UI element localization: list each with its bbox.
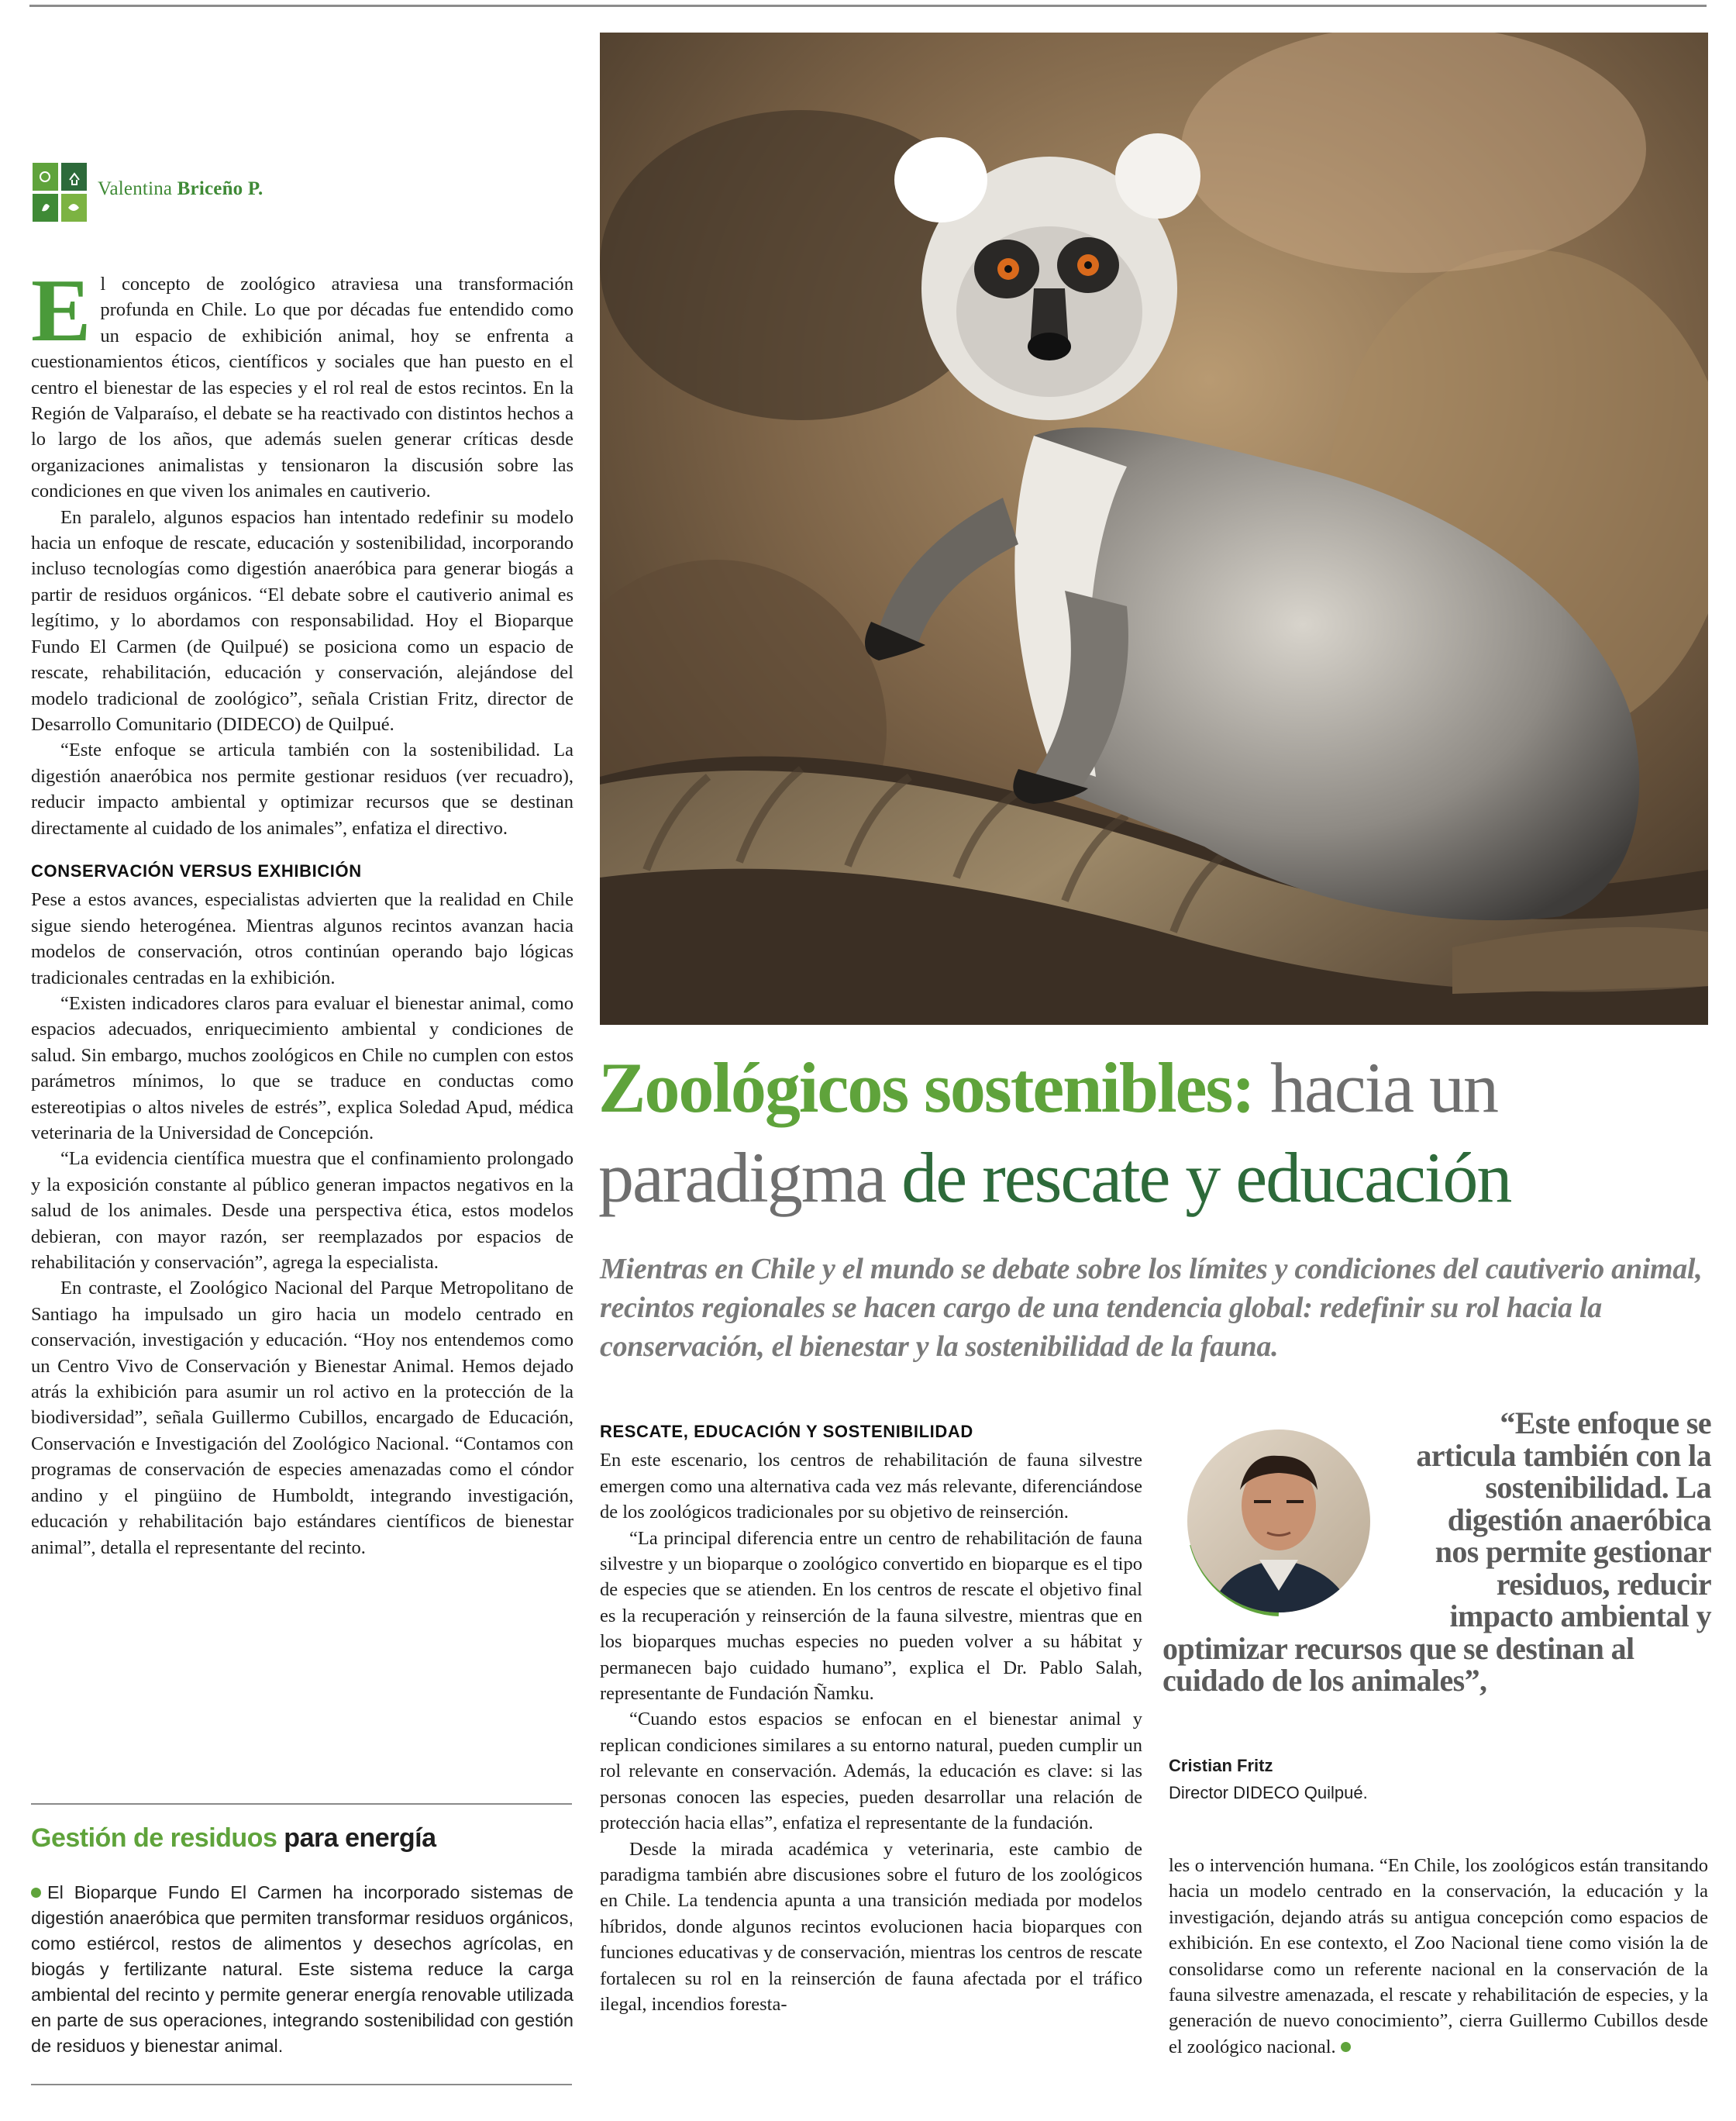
article-column-3	[1169, 1853, 1708, 2060]
end-mark-icon	[1341, 2042, 1351, 2052]
paragraph: “Cuando estos espacios se enfocan en el bienestar animal y replican condiciones similares a su entorno natural, pueden cumplir un rol relevante en conservación. Además, la educación es clave: si las personas conocen las especies, pueden desarrollar una relación de protección hacia ellas”, enfatiza el representante de la fundación.	[600, 1709, 1142, 1834]
paragraph: “Este enfoque se articula también con la sostenibilidad. La digestión anaeróbica nos permite gestionar residuos (ver recuadro), reducir impacto ambiental y optimizar recursos que se destinan directamente al cuidado de los animales”, enfatiza el directivo.	[31, 740, 574, 839]
paragraph: En paralelo, algunos espacios han intentado redefinir su modelo hacia un enfoque de rescate, educación y sostenibilidad, incorporando incluso tecnologías como digestión anaeróbica para generar biogás a partir de residuos orgánicos. “El debate sobre el cautiverio animal es legítimo, y lo abordamos con responsabilidad. Hoy el Bioparque Fundo El Carmen (de Quilpué) se posiciona como un espacio de rescate, rehabilitación, educación y conservación, alejándose del modelo tradicional de zoológico”, señala Cristian Fritz, director de Desarrollo Comunitario (DIDECO) de Quilpué.	[31, 506, 574, 735]
paragraph: les o intervención humana. “En Chile, los zoológicos están transitando hacia un modelo centrado en la conservación, la educación y la investigación, dejando atrás su antigua concepción como espacios de exhibición. En ese contexto, el Zoo Nacional tiene como visión la de consolidarse como un referente nacional en la conservación de la fauna silvestre amenazada, el rescate y rehabilitación de especies, y la generación de nuevo conocimiento”, cierra Guillermo Cubillos desde el zoológico nacional.	[1169, 1855, 1708, 2057]
box-rule-bottom	[31, 2084, 572, 2085]
paragraph: En este escenario, los centros de rehabilitación de fauna silvestre emergen como una alternativa cada vez más relevante, diferenciándose de los zoológicos tradicionales por su objetivo de reinserción.	[600, 1450, 1142, 1523]
byline	[33, 163, 575, 225]
paragraph: “La evidencia científica muestra que el confinamiento prolongado y la exposición constante al público generan impactos negativos en la salud de los animales. Desde una perspectiva ética, estos modelos debieran, con mayor razón, ser reemplazados por espacios de rehabilitación y conservación”, agrega la especialista.	[31, 1148, 574, 1274]
pull-quote: “Este enfoque se articula también con la sostenibilidad. La digestión anaeróbica nos permite gestionar residuos, reducir impacto ambiental y optimizar recursos que se destinan al cuidado de los animales”,	[1162, 1405, 1711, 1698]
bullet-icon	[31, 1888, 41, 1898]
paragraph: El concepto de zoológico atraviesa una transformación profunda en Chile. Lo que por décadas fue entendido como un espacio de exhibición animal, hoy se enfrenta a cuestionamientos éticos, científicos y sociales que han puesto en el centro el bienestar de las especies y el rol real de estos recintos. En la Región de Valparaíso, el debate se ha reactivado con distintos hechos a lo largo de los años, que además suelen generar críticas desde organizaciones animalistas y tensionaron la discusión sobre las condiciones en que viven los animales en cautiverio.	[31, 261, 574, 502]
subheading: CONSERVACIÓN VERSUS EXHIBICIÓN	[31, 860, 362, 881]
quote-author-role: Director DIDECO Quilpué.	[1169, 1783, 1368, 1802]
headline: Zoológicos sostenibles: hacia un paradigma de rescate y educación	[598, 1048, 1511, 1217]
box-title: Gestión de residuos para energía	[31, 1823, 436, 1853]
deck: Mientras en Chile y el mundo se debate sobre los límites y condiciones del cautiverio animal, recintos regionales se hacen cargo de una tendencia global: redefinir su rol hacia la conservación, el bienestar y la sostenibilidad de la fauna.	[600, 1253, 1703, 1363]
paragraph: “Existen indicadores claros para evaluar el bienestar animal, como espacios adecuados, enriquecimiento ambiental y condiciones de salud. Sin embargo, muchos zoológicos en Chile no cumplen con estos parámetros mínimos, lo que se traduce en conductas como estereotipias o altos niveles de estrés”, explica Soledad Apud, médica veterinaria de la Universidad de Concepción.	[31, 992, 574, 1143]
lemur-photo	[600, 33, 1708, 1025]
box-rule-top	[31, 1803, 572, 1805]
paragraph: Pese a estos avances, especialistas advierten que la realidad en Chile sigue siendo heterogénea. Mientras algunos recintos avanzan hacia modelos de conservación, otros continúan operando bajo lógicas tradicionales centradas en la exhibición.	[31, 889, 574, 988]
paragraph: “La principal diferencia entre un centro de rehabilitación de fauna silvestre y un bioparque o zoológico convertido en bioparque es el tipo de especies que se atienden. En los centros de rescate el objetivo final es la recuperación y reinserción de la fauna silvestre, mientras que en los bioparques muchas especies no pueden volver a su hábitat y permanecen bajo cuidado humano”, explica el Dr. Pablo Salah, representante de Fundación Ñamku.	[600, 1527, 1142, 1705]
subheading: RESCATE, EDUCACIÓN Y SOSTENIBILIDAD	[600, 1422, 973, 1441]
paragraph: Desde la mirada académica y veterinaria, este cambio de paradigma también abre discusiones sobre el futuro de los zoológicos en Chile. La tendencia apunta a una transición mediada por modelos híbridos, donde algunos recintos evolucionen hacia bioparques con funciones educativas y de conservación, mientras los centros de rescate fortalecen su rol en la reinserción de fauna afectada por el tráfico ilegal, incendios foresta-	[600, 1838, 1142, 2015]
drop-cap: E	[31, 261, 91, 360]
paragraph: En contraste, el Zoológico Nacional del Parque Metropolitano de Santiago ha impulsado un giro hacia un modelo centrado en conservación, investigación y educación. “Hoy nos entendemos como un Centro Vivo de Conservación y Bienestar Animal. Hemos dejado atrás la exhibición para asumir un rol activo en la protección de la biodiversidad”, señala Guillermo Cubillos, encargado de Educación, Conservación e Investigación del Zoológico Nacional. “Contamos con programas de conservación de especies amenazadas como el cóndor andino y el pingüino de Humboldt, integrando investigación, educación y rehabilitación bajo estándares científicos de bienestar animal”, detalla el representante del recinto.	[31, 1278, 574, 1558]
article-column-2	[600, 1419, 1142, 2017]
quote-author-name: Cristian Fritz	[1169, 1756, 1273, 1775]
section-logo-icon	[33, 163, 87, 222]
article-column-1	[31, 261, 574, 1561]
byline-author: Valentina Briceño P.	[98, 178, 264, 199]
box-text: El Bioparque Fundo El Carmen ha incorporado sistemas de digestión anaeróbica que permiten transformar residuos orgánicos, como estiércol, restos de alimentos y desechos agrícolas, en biogás y fertilizante natural. Este sistema reduce la carga ambiental del recinto y permite generar energía renovable utilizada en parte de sus operaciones, integrando sostenibilidad con gestión de residuos y bienestar animal.	[31, 1882, 574, 2056]
top-rule	[29, 5, 1707, 7]
